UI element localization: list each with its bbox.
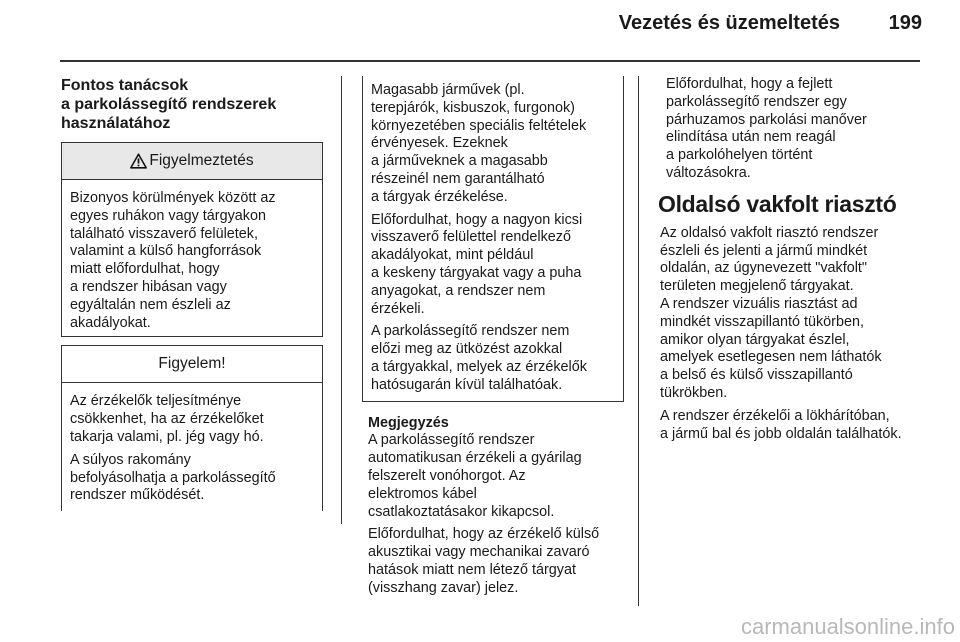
section-title-parking-tips xyxy=(61,76,323,133)
section-title-line: Fontos tanácsok xyxy=(61,77,189,94)
warning-box-body xyxy=(62,180,322,336)
running-header-title: Vezetés és üzemeltetés xyxy=(618,12,840,34)
page-number: 199 xyxy=(888,12,922,34)
blind-spot-paragraph xyxy=(660,408,928,444)
blind-spot-line: észleli és jelenti a jármű mindkét xyxy=(660,242,868,259)
note-line: csatlakoztatásakor kikapcsol. xyxy=(368,503,555,520)
attention-line: Az érzékelők teljesítménye xyxy=(70,393,242,410)
box-line: terepjárók, kisbuszok, furgonok) xyxy=(371,99,575,116)
note-line: automatikusan érzékeli a gyárilag xyxy=(368,450,582,467)
box-line: a tárgyak érzékelése. xyxy=(371,188,508,205)
attention-box-header xyxy=(62,346,322,383)
footer-watermark: carmanualsonline.info xyxy=(740,614,955,639)
box-line: a tárgyakkal, melyek az érzékelők xyxy=(371,358,587,375)
box-line: környezetében speciális feltételek xyxy=(371,117,587,134)
blind-spot-line: a belső és külső visszapillantó xyxy=(660,367,853,384)
column-divider-left xyxy=(341,76,342,524)
attention-box-title: Figyelem! xyxy=(158,355,226,373)
column-1 xyxy=(61,76,323,511)
note-line: felszerelt vonóhorgot. Az xyxy=(368,467,526,484)
warning-line: Bizonyos körülmények között az xyxy=(70,190,276,206)
box-line: anyagokat, a rendszer nem xyxy=(371,282,546,299)
intro-line: párhuzamos parkolási manőver xyxy=(666,111,867,128)
attention-paragraph xyxy=(70,393,314,446)
note-line: A parkolássegítő rendszer xyxy=(368,432,535,449)
warning-box-title: Figyelmeztetés xyxy=(149,152,254,170)
attention-box xyxy=(61,345,323,511)
caution-continued-box xyxy=(362,76,624,402)
warning-line: egyes ruhákon vagy tárgyakon xyxy=(70,207,266,224)
box-line: A parkolássegítő rendszer nem xyxy=(371,323,570,340)
intro-line: parkolássegítő rendszer egy xyxy=(666,93,847,110)
warning-line: egyáltalán nem észleli az xyxy=(70,296,231,313)
intro-line: változásokra. xyxy=(666,164,751,181)
box-line: előzi meg az ütközést azokkal xyxy=(371,341,563,358)
warning-line: miatt előfordulhat, hogy xyxy=(70,261,220,278)
attention-paragraph xyxy=(70,452,314,505)
note-label: Megjegyzés xyxy=(368,414,449,431)
column-divider-right xyxy=(638,76,639,606)
blind-spot-line: területen megjelenő tárgyakat. xyxy=(660,278,854,295)
blind-spot-line: amelyek esetlegesen nem láthatók xyxy=(660,349,882,366)
header-rule xyxy=(60,60,920,62)
attention-line: rendszer működését. xyxy=(70,487,205,504)
note-line: akusztikai vagy mechanikai zavaró xyxy=(368,544,590,561)
attention-line: A súlyos rakomány xyxy=(70,451,191,468)
box-line: érvényesek. Ezeknek xyxy=(371,135,508,152)
section-title-blind-spot: Oldalsó vakfolt riasztó xyxy=(658,190,897,217)
column-2 xyxy=(362,76,624,603)
box-line: akadályokat, mint például xyxy=(371,247,534,264)
intro-line: a parkolóhelyen történt xyxy=(666,147,813,164)
blind-spot-line: Az oldalsó vakfolt riasztó rendszer xyxy=(660,224,879,241)
box-paragraph xyxy=(371,212,615,319)
note-line: hatások miatt nem létező tárgyat xyxy=(368,561,576,578)
section-title-line: használatához xyxy=(61,115,171,132)
box-line: hatósugarán kívül találhatóak. xyxy=(371,376,563,393)
warning-line: található visszaverő felületek, xyxy=(70,225,258,242)
intro-paragraph xyxy=(660,76,928,183)
box-line: érzékeli. xyxy=(371,300,425,317)
blind-spot-paragraph xyxy=(660,225,928,403)
box-line: visszaverő felülettel rendelkező xyxy=(371,229,571,246)
note-paragraph xyxy=(368,432,624,521)
note-line: Előfordulhat, hogy az érzékelő külső xyxy=(368,526,600,543)
warning-line: akadályokat. xyxy=(70,314,151,331)
box-paragraph xyxy=(371,323,615,394)
blind-spot-line: mindkét visszapillantó tükörben, xyxy=(660,313,864,330)
box-line: Előfordulhat, hogy a nagyon kicsi xyxy=(371,211,583,228)
blind-spot-line: A rendszer érzékelői a lökhárítóban, xyxy=(660,407,890,424)
column-3 xyxy=(660,76,928,448)
box-line: a járműveknek a magasabb xyxy=(371,153,548,170)
warning-line: a rendszer hibásan vagy xyxy=(70,278,227,295)
attention-line: befolyásolhatja a parkolássegítő xyxy=(70,469,276,486)
box-line: részeinél nem garantálható xyxy=(371,170,545,187)
note-block xyxy=(362,415,624,598)
blind-spot-line: amikor olyan tárgyakat észlel, xyxy=(660,331,850,348)
attention-box-body xyxy=(62,383,322,511)
warning-box xyxy=(61,142,323,337)
section-title-line: a parkolássegítő rendszerek xyxy=(61,96,277,113)
blind-spot-line: A rendszer vizuális riasztást ad xyxy=(660,295,858,312)
warning-triangle-icon xyxy=(130,153,147,169)
blind-spot-line: tükrökben. xyxy=(660,384,728,401)
note-line: (visszhang zavar) jelez. xyxy=(368,579,519,596)
box-paragraph xyxy=(371,82,615,207)
note-line: elektromos kábel xyxy=(368,485,477,502)
warning-box-header xyxy=(62,143,322,180)
warning-line: valamint a külső hangforrások xyxy=(70,243,262,260)
attention-line: takarja valami, pl. jég vagy hó. xyxy=(70,428,264,445)
box-line: Magasabb járművek (pl. xyxy=(371,82,525,98)
box-line: a keskeny tárgyakat vagy a puha xyxy=(371,264,582,281)
note-paragraph xyxy=(368,526,624,597)
blind-spot-line: a jármű bal és jobb oldalán találhatók. xyxy=(660,425,902,442)
intro-line: Előfordulhat, hogy a fejlett xyxy=(666,76,833,92)
attention-line: csökkenhet, ha az érzékelőket xyxy=(70,411,264,428)
intro-line: elindítása után nem reagál xyxy=(666,129,836,146)
blind-spot-line: oldalán, az úgynevezett "vakfolt" xyxy=(660,260,868,277)
